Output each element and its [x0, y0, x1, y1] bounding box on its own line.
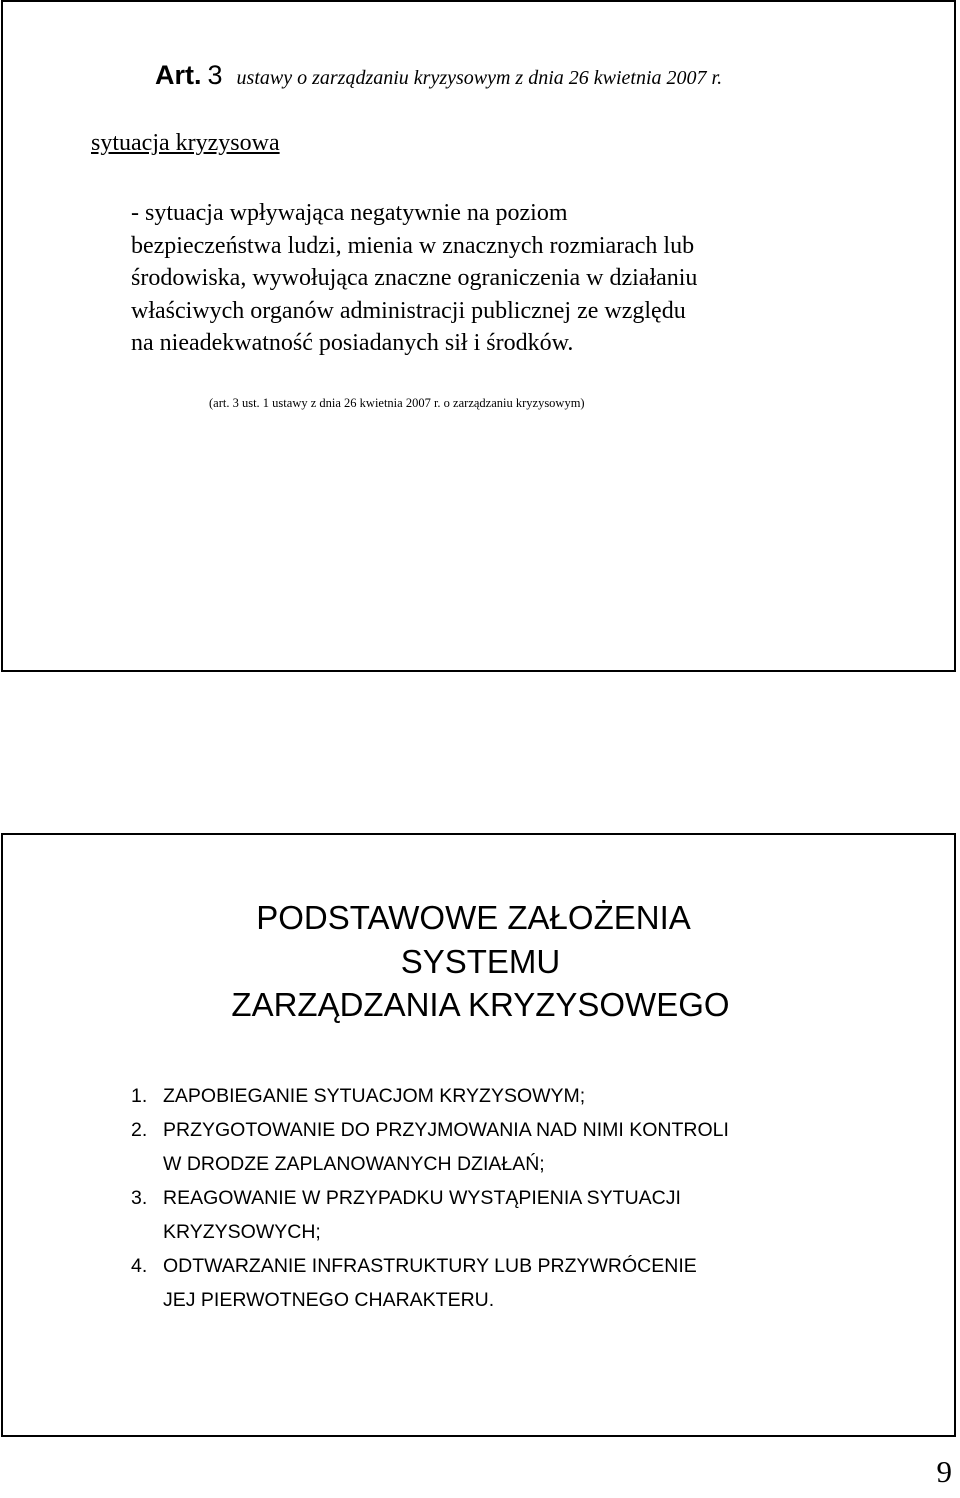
title-line: ZARZĄDZANIA KRYZYSOWEGO — [231, 986, 730, 1023]
title-number: 3 — [207, 60, 223, 90]
slide-1-heading: sytuacja kryzysowa — [91, 130, 280, 156]
citation: (art. 3 ust. 1 ustawy z dnia 26 kwietnia 2007 r. o zarządzaniu kryzysowym) — [209, 396, 585, 410]
definition-line: na nieadekwatność posiadanych sił i środków. — [131, 330, 574, 356]
slide-2 — [1, 833, 956, 1437]
item-text: PRZYGOTOWANIE DO PRZYJMOWANIA NAD NIMI KONTROLI — [163, 1119, 729, 1141]
title-line: SYSTEMU — [400, 942, 561, 980]
slide-1-title — [155, 60, 722, 91]
slide-2-title — [3, 896, 958, 1027]
item-number: 3. — [131, 1187, 148, 1209]
definition-line: właściwych organów administracji publicznej ze względu — [131, 297, 686, 324]
item-number: 2. — [131, 1119, 148, 1141]
item-text: JEJ PIERWOTNEGO CHARAKTERU. — [163, 1289, 495, 1311]
item-number: 4. — [131, 1255, 148, 1277]
definition-line: bezpieczeństwa ludzi, mienia w znacznych rozmiarach lub — [131, 232, 695, 259]
list-item — [131, 1249, 729, 1317]
definition-line: środowiska, wywołująca znaczne ograniczenia w działaniu — [131, 265, 698, 291]
slide-1 — [1, 0, 956, 672]
item-text: KRYZYSOWYCH; — [163, 1221, 321, 1243]
item-number: 1. — [131, 1085, 148, 1107]
title-rest: ustawy o zarządzaniu kryzysowym z dnia 26 kwietnia 2007 r. — [236, 67, 723, 89]
item-text: REAGOWANIE W PRZYPADKU WYSTĄPIENIA SYTUACJI — [163, 1187, 681, 1209]
title-line: PODSTAWOWE ZAŁOŻENIA — [256, 899, 691, 936]
item-text: ZAPOBIEGANIE SYTUACJOM KRYZYSOWYM; — [163, 1085, 586, 1107]
page-number: 9 — [936, 1454, 952, 1489]
item-text: ODTWARZANIE INFRASTRUKTURY LUB PRZYWRÓCENIE — [163, 1255, 697, 1277]
principles-list — [131, 1079, 729, 1317]
list-item — [131, 1113, 729, 1181]
item-text: W DRODZE ZAPLANOWANYCH DZIAŁAŃ; — [163, 1153, 545, 1175]
definition-text — [131, 197, 931, 360]
title-art: Art. — [155, 60, 202, 90]
list-item — [131, 1181, 729, 1249]
list-item — [131, 1079, 729, 1113]
definition-line: - sytuacja wpływająca negatywnie na poziom — [131, 200, 568, 226]
